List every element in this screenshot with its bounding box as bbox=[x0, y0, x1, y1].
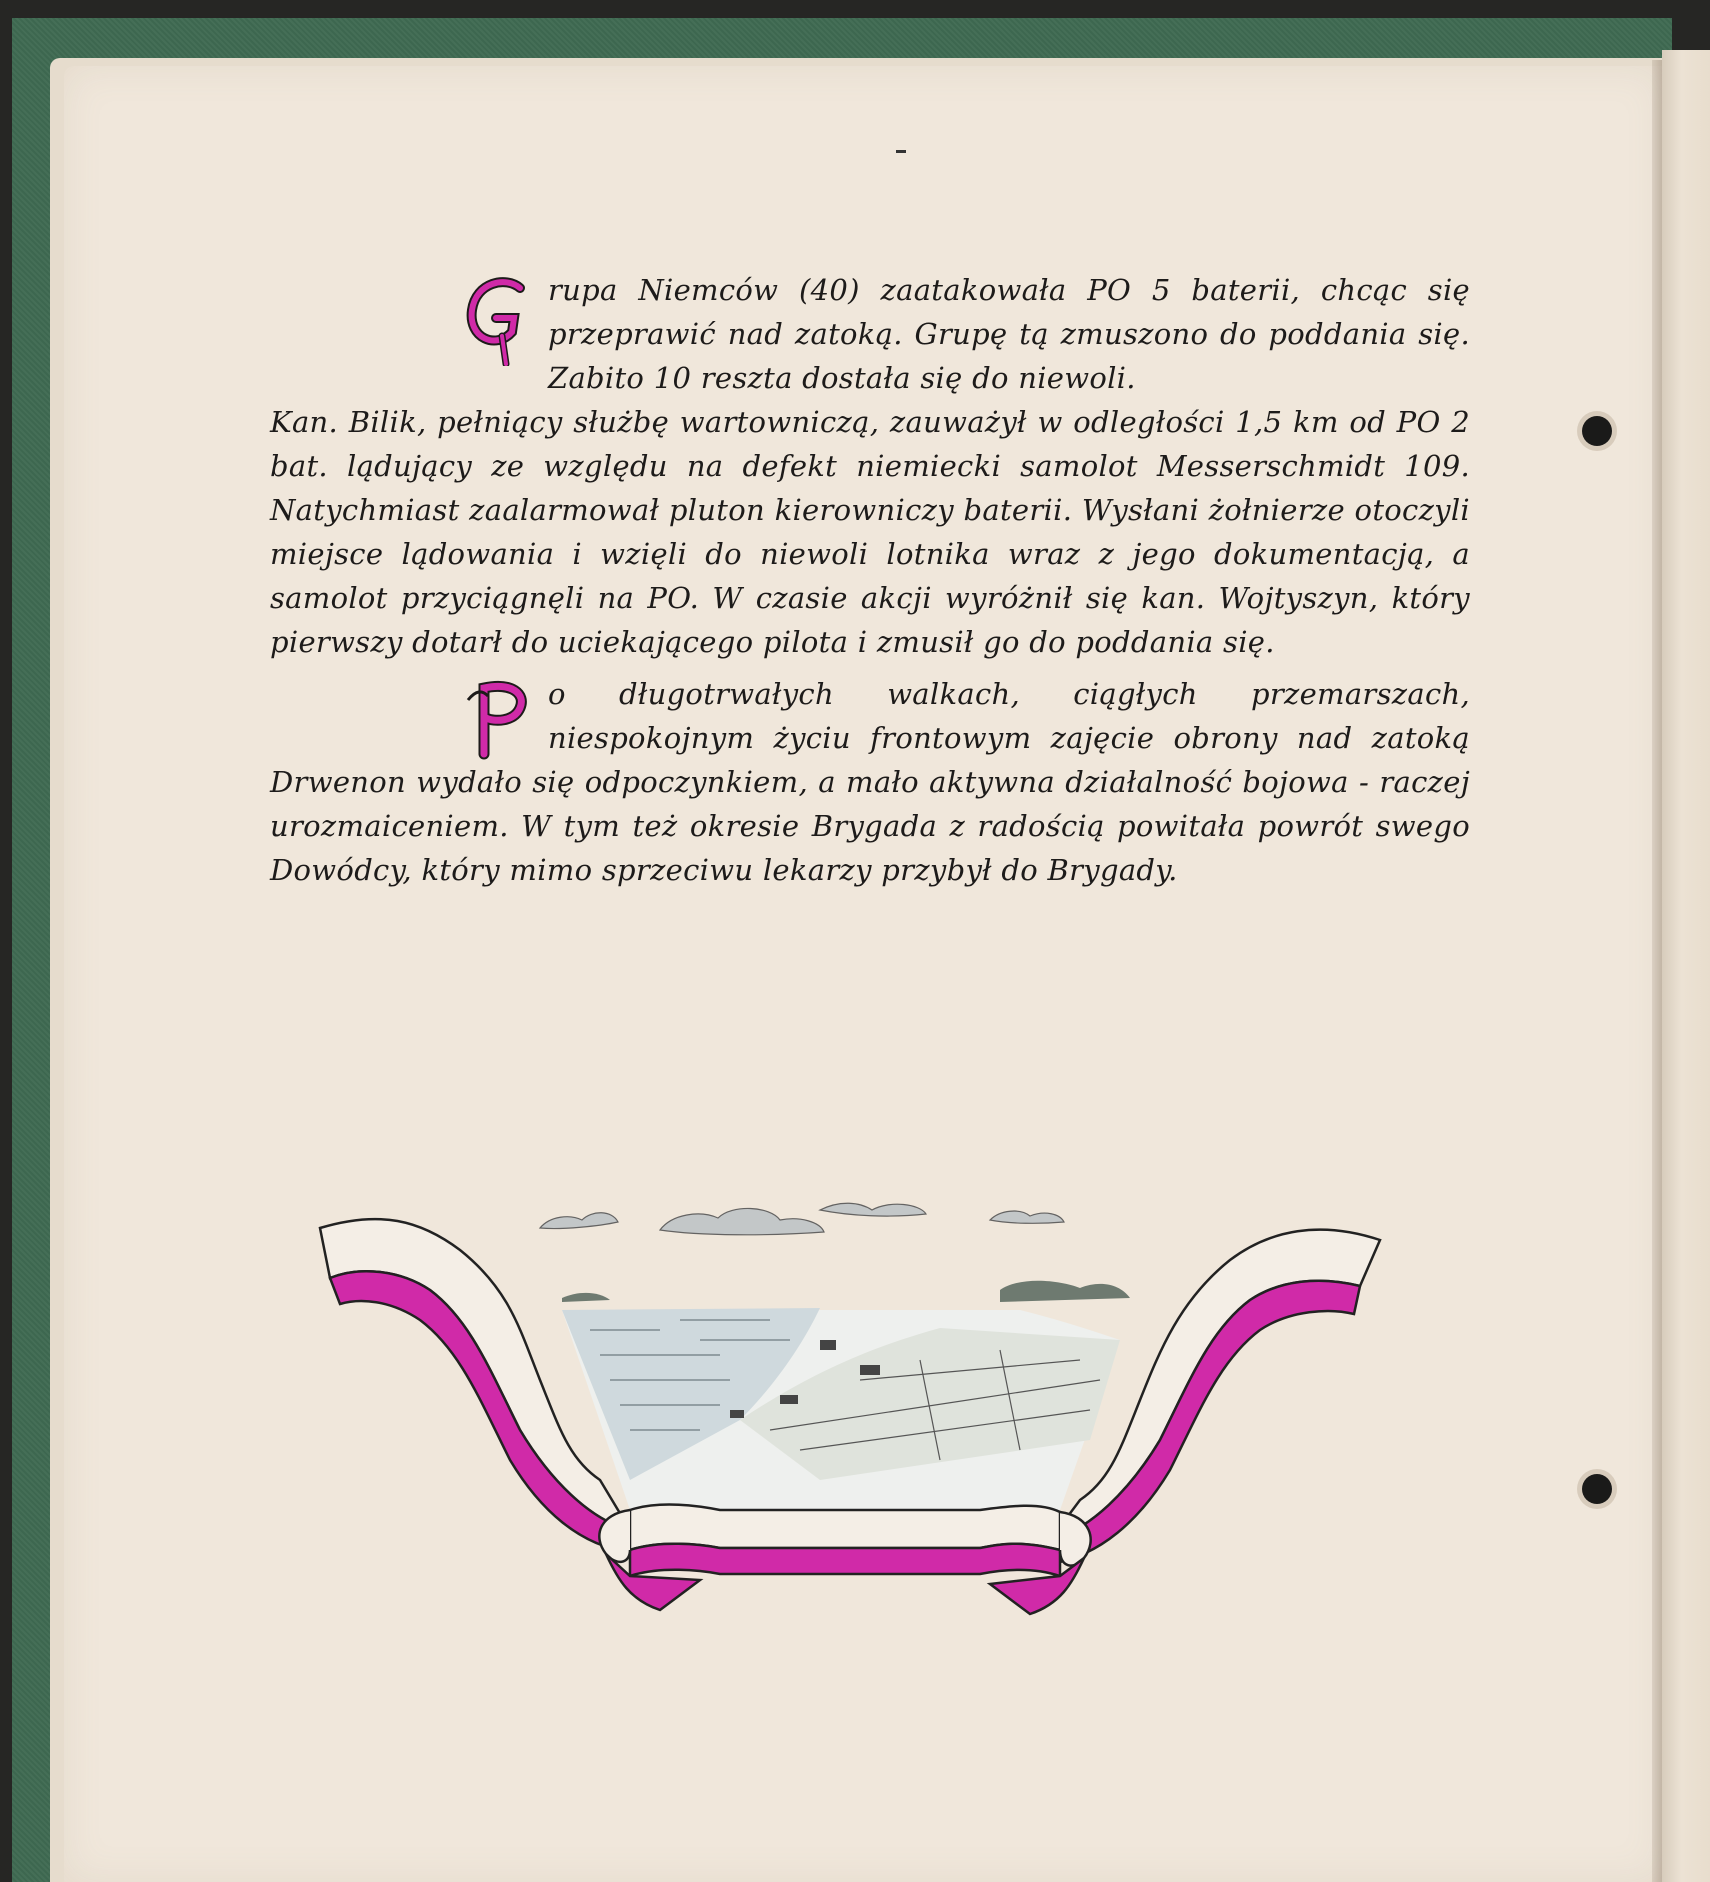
punch-hole-bottom bbox=[1582, 1474, 1612, 1504]
drop-cap-p-icon bbox=[462, 678, 534, 760]
ribbon-landscape-icon bbox=[300, 1180, 1400, 1640]
paragraph-2 bbox=[270, 400, 1470, 664]
paragraph-3 bbox=[270, 672, 1470, 892]
paragraph-1 bbox=[270, 268, 1470, 400]
paragraph-3-text: o długotrwałych walkach, ciągłych przemarszach, niespokojnym życiu frontowym zajęcie obrony nad zatoką Drwenon wydało się odpoczynkiem, a mało aktywna działalność bojowa - raczej urozmaiceniem. W tym też okresie Brygada z radością powitała powrót swego Dowódcy, który mimo sprzeciwu lekarzy przybył do Brygady. bbox=[270, 677, 1470, 887]
binding-fold bbox=[1652, 60, 1662, 1882]
handwritten-text bbox=[270, 268, 1470, 892]
next-page-edge bbox=[1662, 50, 1710, 1882]
paragraph-1-text: rupa Niemców (40) zaatakowała PO 5 baterii, chcąc się przeprawić nad zatoką. Grupę tą zmuszono do poddania się. Zabito 10 reszta dostała się do niewoli. bbox=[548, 273, 1470, 395]
paragraph-2-text: Kan. Bilik, pełniący służbę wartowniczą, zauważył w odległości 1,5 km od PO 2 bat. lądujący ze względu na defekt niemiecki samolot Messerschmidt 109. Natychmiast zaalarmował pluton kierowniczy baterii. Wysłani żołnierze otoczyli miejsce lądowania i wzięli do niewoli lotnika wraz z jego dokumentacją, a samolot przyciągnęli na PO. W czasie akcji wyróżnił się kan. Wojtyszyn, który pierwszy dotarł do uciekającego pilota i zmusił go do poddania się. bbox=[270, 405, 1470, 659]
drop-cap-g-icon bbox=[462, 274, 534, 366]
punch-hole-top bbox=[1582, 416, 1612, 446]
pen-mark bbox=[896, 150, 906, 153]
